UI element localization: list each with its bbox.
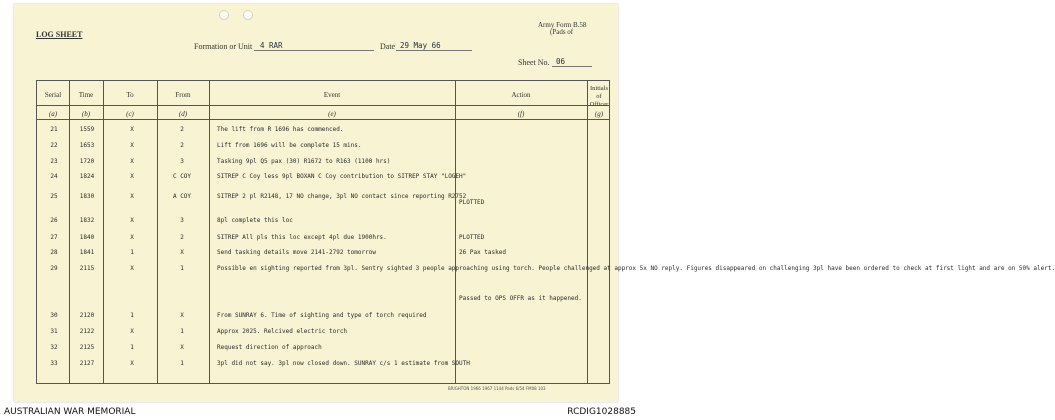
- column-letter-action: (f): [517, 110, 525, 118]
- formation-underline: [254, 50, 374, 51]
- time-cell: 2120: [79, 312, 95, 319]
- action-cell: PLOTTED: [459, 234, 485, 241]
- sheet-number-underline: [552, 66, 592, 67]
- from-cell: 2: [180, 142, 184, 149]
- event-cell: The lift from R 1696 has commenced.: [217, 126, 344, 133]
- column-header-event: Event: [323, 91, 341, 99]
- serial-cell: 26: [50, 217, 58, 224]
- from-cell: 1: [180, 360, 184, 367]
- from-cell: 2: [180, 126, 184, 133]
- date-label: Date: [380, 42, 396, 51]
- date-underline: [396, 50, 472, 51]
- to-cell: X: [130, 142, 134, 149]
- action-cell: Passed to OPS OFFR as it happened.: [459, 295, 582, 302]
- serial-cell: 33: [50, 360, 58, 367]
- from-cell: X: [180, 312, 184, 319]
- time-cell: 2127: [79, 360, 95, 367]
- event-cell: Send tasking details move 2141-2792 tomorrow: [217, 249, 376, 256]
- event-cell: SITREP C Coy less 9pl BOXAN C Coy contribution to SITREP STAY "LOGEH": [217, 173, 467, 180]
- to-cell: X: [130, 217, 134, 224]
- army-form-label: Army Form B.58: [538, 21, 587, 29]
- serial-cell: 32: [50, 344, 58, 351]
- column-divider: [209, 81, 210, 383]
- event-cell: SITREP 2 pl R2148, 17 NO change, 3pl NO contact since reporting R2752: [217, 193, 467, 200]
- column-header-serial: Serial: [44, 91, 62, 99]
- time-cell: 1720: [79, 158, 95, 165]
- column-header-action: Action: [511, 91, 531, 99]
- header-divider: [37, 119, 609, 120]
- serial-cell: 22: [50, 142, 58, 149]
- to-cell: 1: [130, 344, 134, 351]
- to-cell: X: [130, 360, 134, 367]
- from-cell: X: [180, 344, 184, 351]
- column-letter-from: (d): [178, 110, 188, 118]
- punch-hole: [243, 10, 253, 20]
- column-header-initials: Initials of Officer: [589, 85, 609, 108]
- from-cell: A COY: [172, 193, 192, 200]
- formation-label: Formation or Unit: [194, 42, 253, 51]
- column-letter-to: (c): [126, 110, 134, 118]
- event-cell: Approx 2025. Relcived electric torch: [217, 328, 348, 335]
- time-cell: 1653: [79, 142, 95, 149]
- column-letter-initials: (g): [594, 110, 604, 118]
- column-header-from: From: [175, 91, 191, 99]
- time-cell: 2122: [79, 328, 95, 335]
- from-cell: 3: [180, 217, 184, 224]
- printer-imprint: BRIGHTON 1966 1967 1144 Pads 6/54 FM08 103: [448, 386, 546, 391]
- time-cell: 2125: [79, 344, 95, 351]
- serial-cell: 23: [50, 158, 58, 165]
- event-cell: Possible en sighting reported from 3pl. Sentry sighted 3 people approaching using torch. People challenged at approx 5x NO reply. Figures disappeared on challenging 3pl have been ordered to check at first light and are on 50% alert.: [217, 265, 1055, 272]
- time-cell: 1841: [79, 249, 95, 256]
- serial-cell: 30: [50, 312, 58, 319]
- from-cell: X: [180, 249, 184, 256]
- header-divider: [37, 105, 609, 106]
- event-cell: 3pl did not say. 3pl now closed down. SUNRAY c/s 1 estimate from SOUTH: [217, 360, 470, 367]
- from-cell: 1: [180, 328, 184, 335]
- log-table: [36, 80, 1055, 384]
- from-cell: 1: [180, 265, 184, 272]
- time-cell: 1824: [79, 173, 95, 180]
- from-cell: C COY: [172, 173, 192, 180]
- event-cell: SITREP All pls this loc except 4pl due 1900hrs.: [217, 234, 387, 241]
- column-letter-serial: (a): [48, 110, 58, 118]
- to-cell: X: [130, 126, 134, 133]
- archive-reference: RCDIG1028885: [567, 407, 636, 417]
- to-cell: 1: [130, 312, 134, 319]
- column-header-to: To: [126, 91, 134, 99]
- to-cell: X: [130, 193, 134, 200]
- serial-cell: 28: [50, 249, 58, 256]
- archive-caption: [0, 406, 640, 420]
- to-cell: X: [130, 328, 134, 335]
- sheet-number-label: Sheet No.: [518, 58, 550, 67]
- archive-name: AUSTRALIAN WAR MEMORIAL: [4, 407, 136, 417]
- serial-cell: 25: [50, 193, 58, 200]
- event-cell: From SUNRAY 6. Time of sighting and type of torch required: [217, 312, 427, 319]
- time-cell: 1840: [79, 234, 95, 241]
- serial-cell: 27: [50, 234, 58, 241]
- column-divider: [69, 81, 70, 383]
- from-cell: 2: [180, 234, 184, 241]
- date-value: 29 May 66: [400, 41, 441, 50]
- time-cell: 1559: [79, 126, 95, 133]
- pads-label: (Pads of: [550, 28, 574, 36]
- serial-cell: 29: [50, 265, 58, 272]
- serial-cell: 21: [50, 126, 58, 133]
- formation-value: 4 RAR: [260, 41, 283, 50]
- column-divider: [455, 81, 456, 383]
- log-sheet-page: [14, 4, 1055, 402]
- serial-cell: 24: [50, 173, 58, 180]
- event-cell: Tasking 9pl Q5 pax (30) R1672 to R163 (1100 hrs): [217, 158, 391, 165]
- event-cell: Lift from 1696 will be complete 15 mins.: [217, 142, 362, 149]
- from-cell: 3: [180, 158, 184, 165]
- time-cell: 2115: [79, 265, 95, 272]
- to-cell: 1: [130, 249, 134, 256]
- log-sheet-title: LOG SHEET: [36, 30, 83, 39]
- action-cell: PLOTTED: [459, 199, 485, 206]
- to-cell: X: [130, 158, 134, 165]
- to-cell: X: [130, 234, 134, 241]
- serial-cell: 31: [50, 328, 58, 335]
- event-cell: Request direction of approach: [217, 344, 322, 351]
- event-cell: 8pl complete this loc: [217, 217, 293, 224]
- column-divider: [587, 81, 588, 383]
- column-letter-event: (e): [328, 110, 336, 118]
- column-letter-time: (b): [81, 110, 91, 118]
- time-cell: 1830: [79, 193, 95, 200]
- punch-hole: [219, 10, 229, 20]
- sheet-number-value: 06: [556, 57, 566, 66]
- to-cell: X: [130, 173, 134, 180]
- time-cell: 1832: [79, 217, 95, 224]
- to-cell: X: [130, 265, 134, 272]
- column-header-time: Time: [78, 91, 94, 99]
- column-divider: [103, 81, 104, 383]
- action-cell: 26 Pax tasked: [459, 249, 506, 256]
